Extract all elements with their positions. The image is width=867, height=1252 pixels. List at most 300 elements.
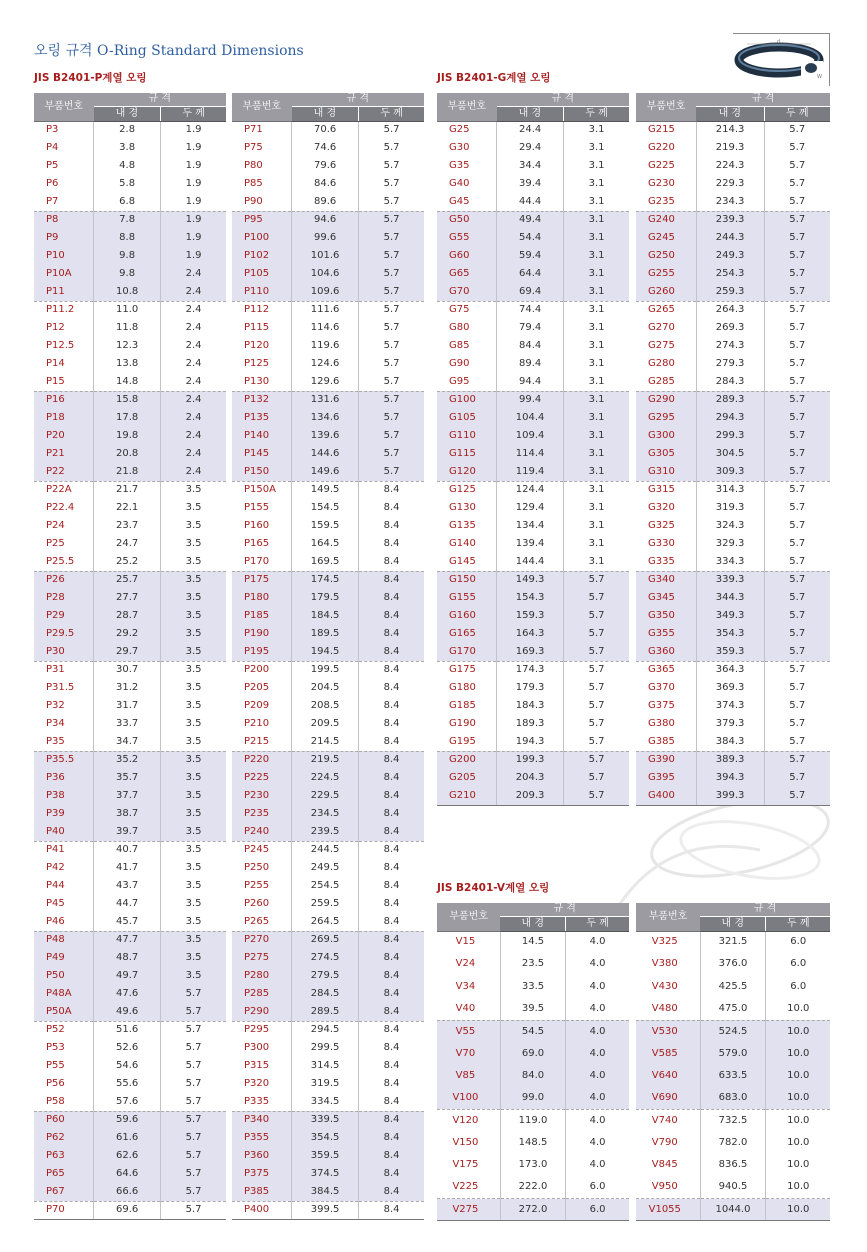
part-number-cell: G345: [636, 589, 696, 607]
part-number-cell: V950: [636, 1176, 700, 1198]
inner-diameter-cell: 224.5: [292, 769, 359, 787]
thickness-cell: 4.0: [566, 998, 629, 1020]
part-number-cell: G205: [437, 769, 497, 787]
part-number-cell: G220: [648, 142, 675, 153]
thickness-cell: 2.4: [161, 427, 226, 445]
thickness-cell: 5.7: [764, 427, 830, 445]
thickness-cell: 5.7: [564, 643, 629, 661]
thickness-cell: 3.5: [161, 679, 226, 697]
inner-diameter-cell: 189.5: [292, 625, 359, 643]
table-row: [232, 463, 424, 481]
section-title-g-series: JIS B2401-G계열 오링: [437, 72, 551, 84]
table-row: [34, 1039, 226, 1057]
table-row: [34, 1021, 226, 1039]
thickness-cell: 8.4: [359, 1111, 424, 1129]
thickness-cell: 2.4: [161, 445, 226, 463]
table-row: [437, 625, 629, 643]
part-number-cell: V430: [651, 980, 678, 992]
inner-diameter-cell: 34.4: [497, 157, 564, 175]
table-row: [437, 337, 629, 355]
inner-diameter-cell: 84.6: [292, 175, 359, 193]
inner-diameter-cell: 45.7: [94, 913, 161, 931]
inner-diameter-cell: 39.7: [94, 823, 161, 841]
part-number-cell: V34: [455, 980, 476, 992]
thickness-cell: 5.7: [764, 355, 830, 373]
part-number-cell: G60: [437, 247, 497, 265]
section-title-p-series: JIS B2401-P계열 오링: [34, 72, 147, 84]
thickness-cell: 8.4: [359, 661, 424, 679]
table-row: [437, 445, 629, 463]
table-row: [437, 247, 629, 265]
part-number-cell: G375: [648, 700, 675, 711]
thickness-cell: 3.5: [161, 733, 226, 751]
thickness-cell: 1.9: [161, 175, 226, 193]
part-number-cell: G260: [636, 283, 696, 301]
thickness-cell: 3.1: [564, 391, 629, 409]
part-number-cell: G155: [437, 589, 497, 607]
part-number-cell: P56: [46, 1078, 65, 1089]
thickness-cell: 3.1: [564, 499, 629, 517]
table-row: [636, 607, 830, 625]
inner-diameter-cell: 59.4: [497, 247, 564, 265]
inner-diameter-cell: 134.6: [292, 409, 359, 427]
g-series-table-right: [636, 93, 830, 806]
thickness-cell: 5.7: [764, 301, 830, 319]
table-row: [232, 175, 424, 193]
part-number-cell: P3: [46, 124, 59, 136]
table-row: [232, 193, 424, 211]
part-number-cell: G230: [648, 178, 675, 189]
v-series-table-left: [437, 903, 629, 1221]
thickness-cell: 5.7: [764, 643, 830, 661]
inner-diameter-cell: 384.5: [292, 1183, 359, 1201]
part-number-cell: G355: [636, 625, 696, 643]
thickness-cell: 3.5: [161, 949, 226, 967]
inner-diameter-cell: 274.3: [696, 337, 764, 355]
part-number-cell: G315: [648, 484, 675, 496]
inner-diameter-cell: 379.3: [696, 715, 764, 733]
inner-diameter-cell: 29.2: [94, 625, 161, 643]
thickness-cell: 8.4: [359, 1021, 424, 1039]
inner-diameter-cell: 159.5: [292, 517, 359, 535]
part-number-cell: P38: [34, 787, 94, 805]
thickness-cell: 5.7: [764, 463, 830, 481]
inner-diameter-cell: 259.5: [292, 895, 359, 913]
table-row: [232, 1003, 424, 1021]
thickness-cell: 4.0: [566, 931, 629, 953]
inner-diameter-cell: 354.5: [292, 1129, 359, 1147]
table-row: [34, 247, 226, 265]
part-number-cell: P71: [244, 124, 263, 136]
inner-diameter-cell: 299.3: [696, 427, 764, 445]
inner-diameter-cell: 254.5: [292, 877, 359, 895]
thickness-cell: 5.7: [359, 337, 424, 355]
table-row: [34, 841, 226, 859]
thickness-cell: 5.7: [161, 1021, 226, 1039]
part-number-cell: P10: [34, 247, 94, 265]
thickness-cell: 5.7: [564, 625, 629, 643]
table-row: [437, 589, 629, 607]
inner-diameter-cell: 189.3: [497, 715, 564, 733]
thickness-cell: 3.1: [564, 301, 629, 319]
part-number-cell: P220: [232, 751, 292, 769]
inner-diameter-cell: 199.3: [497, 751, 564, 769]
table-row: [437, 517, 629, 535]
inner-diameter-cell: 39.5: [500, 998, 565, 1020]
header-spec: 규 격: [94, 93, 226, 106]
thickness-cell: 3.1: [564, 283, 629, 301]
part-number-cell: G380: [648, 718, 675, 729]
thickness-cell: 5.7: [764, 175, 830, 193]
part-number-cell: P48A: [34, 985, 94, 1003]
inner-diameter-cell: 27.7: [94, 589, 161, 607]
thickness-cell: 3.1: [564, 481, 629, 499]
part-number-cell: G85: [449, 340, 470, 351]
part-number-cell: P35.5: [34, 751, 94, 769]
thickness-cell: 5.7: [764, 319, 830, 337]
part-number-cell: G110: [437, 427, 497, 445]
section-title-v-series: JIS B2401-V계열 오링: [437, 882, 550, 894]
thickness-cell: 4.0: [566, 1087, 629, 1109]
inner-diameter-cell: 174.5: [292, 571, 359, 589]
inner-diameter-cell: 249.5: [292, 859, 359, 877]
part-number-cell: P235: [232, 805, 292, 823]
table-row: [636, 337, 830, 355]
table-row: [34, 859, 226, 877]
inner-diameter-cell: 51.6: [94, 1021, 161, 1039]
inner-diameter-cell: 169.3: [497, 643, 564, 661]
part-number-cell: P70: [34, 1201, 94, 1219]
part-number-cell: V100: [437, 1087, 500, 1109]
inner-diameter-cell: 633.5: [700, 1065, 766, 1087]
table-row: [232, 625, 424, 643]
part-number-cell: G25: [449, 124, 470, 136]
inner-diameter-cell: 149.3: [497, 571, 564, 589]
table-row: [636, 998, 830, 1020]
table-row: [232, 931, 424, 949]
thickness-cell: 5.7: [764, 445, 830, 463]
inner-diameter-cell: 57.6: [94, 1093, 161, 1111]
thickness-cell: 5.7: [161, 985, 226, 1003]
inner-diameter-cell: 20.8: [94, 445, 161, 463]
thickness-cell: 5.7: [764, 337, 830, 355]
part-number-cell: P30: [34, 643, 94, 661]
part-number-cell: P230: [232, 787, 292, 805]
part-number-cell: P35: [34, 733, 94, 751]
table-row: [232, 679, 424, 697]
table-row: [437, 1042, 629, 1064]
table-row: [232, 1201, 424, 1219]
part-number-cell: P50A: [34, 1003, 94, 1021]
inner-diameter-cell: 49.4: [497, 211, 564, 229]
table-row: [232, 517, 424, 535]
inner-diameter-cell: 43.7: [94, 877, 161, 895]
table-row: [437, 679, 629, 697]
part-number-cell: P215: [232, 733, 292, 751]
table-row: [636, 265, 830, 283]
table-row: [636, 976, 830, 998]
thickness-cell: 3.5: [161, 499, 226, 517]
part-number-cell: P240: [232, 823, 292, 841]
thickness-cell: 3.5: [161, 841, 226, 859]
table-row: [636, 193, 830, 211]
thickness-cell: 5.7: [764, 283, 830, 301]
table-row: [437, 751, 629, 769]
inner-diameter-cell: 299.5: [292, 1039, 359, 1057]
inner-diameter-cell: 37.7: [94, 787, 161, 805]
inner-diameter-cell: 194.5: [292, 643, 359, 661]
part-number-cell: P250: [244, 862, 270, 873]
inner-diameter-cell: 199.5: [292, 661, 359, 679]
inner-diameter-cell: 52.6: [94, 1039, 161, 1057]
part-number-cell: P100: [232, 229, 292, 247]
part-number-cell: G310: [636, 463, 696, 481]
table-row: [34, 877, 226, 895]
inner-diameter-cell: 21.8: [94, 463, 161, 481]
part-number-cell: G55: [437, 229, 497, 247]
thickness-cell: 5.7: [764, 625, 830, 643]
inner-diameter-cell: 284.3: [696, 373, 764, 391]
inner-diameter-cell: 74.6: [292, 139, 359, 157]
part-number-cell: P9: [34, 229, 94, 247]
thickness-cell: 3.5: [161, 967, 226, 985]
part-number-cell: P265: [232, 913, 292, 931]
table-row: [636, 463, 830, 481]
inner-diameter-cell: 475.0: [700, 998, 766, 1020]
table-row: [232, 715, 424, 733]
table-row: [437, 661, 629, 679]
thickness-cell: 3.5: [161, 553, 226, 571]
inner-diameter-cell: 354.3: [696, 625, 764, 643]
part-number-cell: G275: [648, 340, 675, 351]
table-row: [437, 463, 629, 481]
inner-diameter-cell: 264.3: [696, 301, 764, 319]
thickness-cell: 5.7: [764, 787, 830, 805]
part-number-cell: G125: [449, 484, 476, 496]
inner-diameter-cell: 683.0: [700, 1087, 766, 1109]
header-thickness: 두 께: [764, 106, 830, 121]
inner-diameter-cell: 259.3: [696, 283, 764, 301]
table-row: [34, 553, 226, 571]
thickness-cell: 5.7: [359, 373, 424, 391]
thickness-cell: 3.5: [161, 715, 226, 733]
inner-diameter-cell: 119.4: [497, 463, 564, 481]
part-number-cell: P112: [244, 304, 270, 316]
table-row: [437, 211, 629, 229]
thickness-cell: 6.0: [566, 1199, 629, 1221]
inner-diameter-cell: 349.3: [696, 607, 764, 625]
table-row: [437, 121, 629, 139]
thickness-cell: 8.4: [359, 859, 424, 877]
thickness-cell: 3.1: [564, 157, 629, 175]
table-row: [437, 931, 629, 953]
header-part-no: 부품번호: [34, 93, 94, 121]
thickness-cell: 5.7: [161, 1003, 226, 1021]
inner-diameter-cell: 204.3: [497, 769, 564, 787]
part-number-cell: V325: [651, 936, 678, 948]
inner-diameter-cell: 234.5: [292, 805, 359, 823]
inner-diameter-cell: 334.3: [696, 553, 764, 571]
part-number-cell: P75: [244, 142, 263, 153]
part-number-cell: G330: [648, 538, 675, 549]
part-number-cell: P20: [34, 427, 94, 445]
thickness-cell: 8.4: [359, 895, 424, 913]
inner-diameter-cell: 5.8: [94, 175, 161, 193]
table-row: [437, 1065, 629, 1087]
inner-diameter-cell: 164.3: [497, 625, 564, 643]
thickness-cell: 8.4: [359, 913, 424, 931]
table-row: [636, 535, 830, 553]
part-number-cell: G40: [449, 178, 470, 189]
part-number-cell: P90: [232, 193, 292, 211]
part-number-cell: P25: [46, 538, 65, 549]
table-row: [34, 643, 226, 661]
table-row: [34, 481, 226, 499]
table-row: [232, 1093, 424, 1111]
thickness-cell: 5.7: [764, 715, 830, 733]
table-row: [232, 1165, 424, 1183]
inner-diameter-cell: 222.0: [500, 1176, 565, 1198]
inner-diameter-cell: 64.4: [497, 265, 564, 283]
part-number-cell: G225: [648, 160, 675, 171]
part-number-cell: G350: [636, 607, 696, 625]
inner-diameter-cell: 35.2: [94, 751, 161, 769]
part-number-cell: P102: [232, 247, 292, 265]
part-number-cell: G280: [648, 358, 675, 369]
table-row: [34, 211, 226, 229]
table-row: [34, 607, 226, 625]
inner-diameter-cell: 294.5: [292, 1021, 359, 1039]
table-row: [34, 733, 226, 751]
table-row: [636, 953, 830, 975]
o-ring-logo: [733, 33, 830, 86]
table-row: [232, 985, 424, 1003]
part-number-cell: G180: [449, 682, 476, 693]
inner-diameter-cell: 11.8: [94, 319, 161, 337]
table-row: [636, 427, 830, 445]
part-number-cell: P62: [34, 1129, 94, 1147]
table-row: [34, 319, 226, 337]
part-number-cell: P11: [34, 283, 94, 301]
thickness-cell: 5.7: [359, 193, 424, 211]
thickness-cell: 5.7: [359, 427, 424, 445]
inner-diameter-cell: 47.6: [94, 985, 161, 1003]
table-row: [34, 1165, 226, 1183]
table-row: [34, 337, 226, 355]
table-row: [437, 998, 629, 1020]
thickness-cell: 8.4: [359, 787, 424, 805]
thickness-cell: 3.1: [564, 355, 629, 373]
table-row: [34, 121, 226, 139]
part-number-cell: G70: [437, 283, 497, 301]
inner-diameter-cell: 29.7: [94, 643, 161, 661]
thickness-cell: 8.4: [359, 1129, 424, 1147]
part-number-cell: P280: [232, 967, 292, 985]
part-number-cell: P53: [46, 1042, 65, 1053]
thickness-cell: 5.7: [764, 589, 830, 607]
inner-diameter-cell: 219.3: [696, 139, 764, 157]
inner-diameter-cell: 84.4: [497, 337, 564, 355]
thickness-cell: 3.1: [564, 247, 629, 265]
table-row: [232, 265, 424, 283]
table-row: [232, 211, 424, 229]
part-number-cell: G80: [449, 322, 470, 333]
thickness-cell: 4.0: [566, 1154, 629, 1176]
inner-diameter-cell: 10.8: [94, 283, 161, 301]
header-part-no: 부품번호: [636, 93, 696, 121]
table-row: [34, 751, 226, 769]
inner-diameter-cell: 101.6: [292, 247, 359, 265]
thickness-cell: 5.7: [764, 499, 830, 517]
table-row: [636, 769, 830, 787]
table-row: [232, 661, 424, 679]
thickness-cell: 5.7: [764, 481, 830, 499]
thickness-cell: 5.7: [764, 571, 830, 589]
inner-diameter-cell: 69.6: [94, 1201, 161, 1219]
thickness-cell: 4.0: [566, 1132, 629, 1154]
part-number-cell: P7: [34, 193, 94, 211]
thickness-cell: 3.5: [161, 787, 226, 805]
inner-diameter-cell: 219.5: [292, 751, 359, 769]
table-row: [437, 1154, 629, 1176]
part-number-cell: V15: [455, 936, 476, 948]
part-number-cell: P36: [34, 769, 94, 787]
part-number-cell: G365: [648, 664, 675, 676]
thickness-cell: 8.4: [359, 841, 424, 859]
thickness-cell: 8.4: [359, 751, 424, 769]
part-number-cell: G305: [636, 445, 696, 463]
thickness-cell: 3.1: [564, 319, 629, 337]
table-row: [232, 445, 424, 463]
thickness-cell: 5.7: [764, 121, 830, 139]
table-row: [232, 841, 424, 859]
inner-diameter-cell: 19.8: [94, 427, 161, 445]
part-number-cell: P195: [232, 643, 292, 661]
part-number-cell: G300: [636, 427, 696, 445]
inner-diameter-cell: 244.5: [292, 841, 359, 859]
table-row: [34, 571, 226, 589]
table-row: [34, 787, 226, 805]
inner-diameter-cell: 334.5: [292, 1093, 359, 1111]
table-row: [437, 301, 629, 319]
header-thickness: 두 께: [564, 106, 629, 121]
part-number-cell: P58: [34, 1093, 94, 1111]
table-row: [34, 895, 226, 913]
inner-diameter-cell: 11.0: [94, 301, 161, 319]
part-number-cell: P48: [34, 931, 94, 949]
thickness-cell: 5.7: [764, 211, 830, 229]
inner-diameter-cell: 374.3: [696, 697, 764, 715]
thickness-cell: 8.4: [359, 1201, 424, 1219]
part-number-cell: P4: [46, 142, 59, 153]
part-number-cell: G115: [437, 445, 497, 463]
inner-diameter-cell: 84.0: [500, 1065, 565, 1087]
inner-diameter-cell: 149.5: [292, 481, 359, 499]
inner-diameter-cell: 148.5: [500, 1132, 565, 1154]
table-row: [232, 247, 424, 265]
table-row: [437, 571, 629, 589]
inner-diameter-cell: 29.4: [497, 139, 564, 157]
part-number-cell: P209: [244, 700, 270, 711]
part-number-cell: G255: [636, 265, 696, 283]
thickness-cell: 2.4: [161, 373, 226, 391]
part-number-cell: P285: [232, 985, 292, 1003]
inner-diameter-cell: 44.4: [497, 193, 564, 211]
part-number-cell: G270: [648, 322, 675, 333]
thickness-cell: 1.9: [161, 121, 226, 139]
thickness-cell: 3.1: [564, 373, 629, 391]
inner-diameter-cell: 732.5: [700, 1109, 766, 1131]
